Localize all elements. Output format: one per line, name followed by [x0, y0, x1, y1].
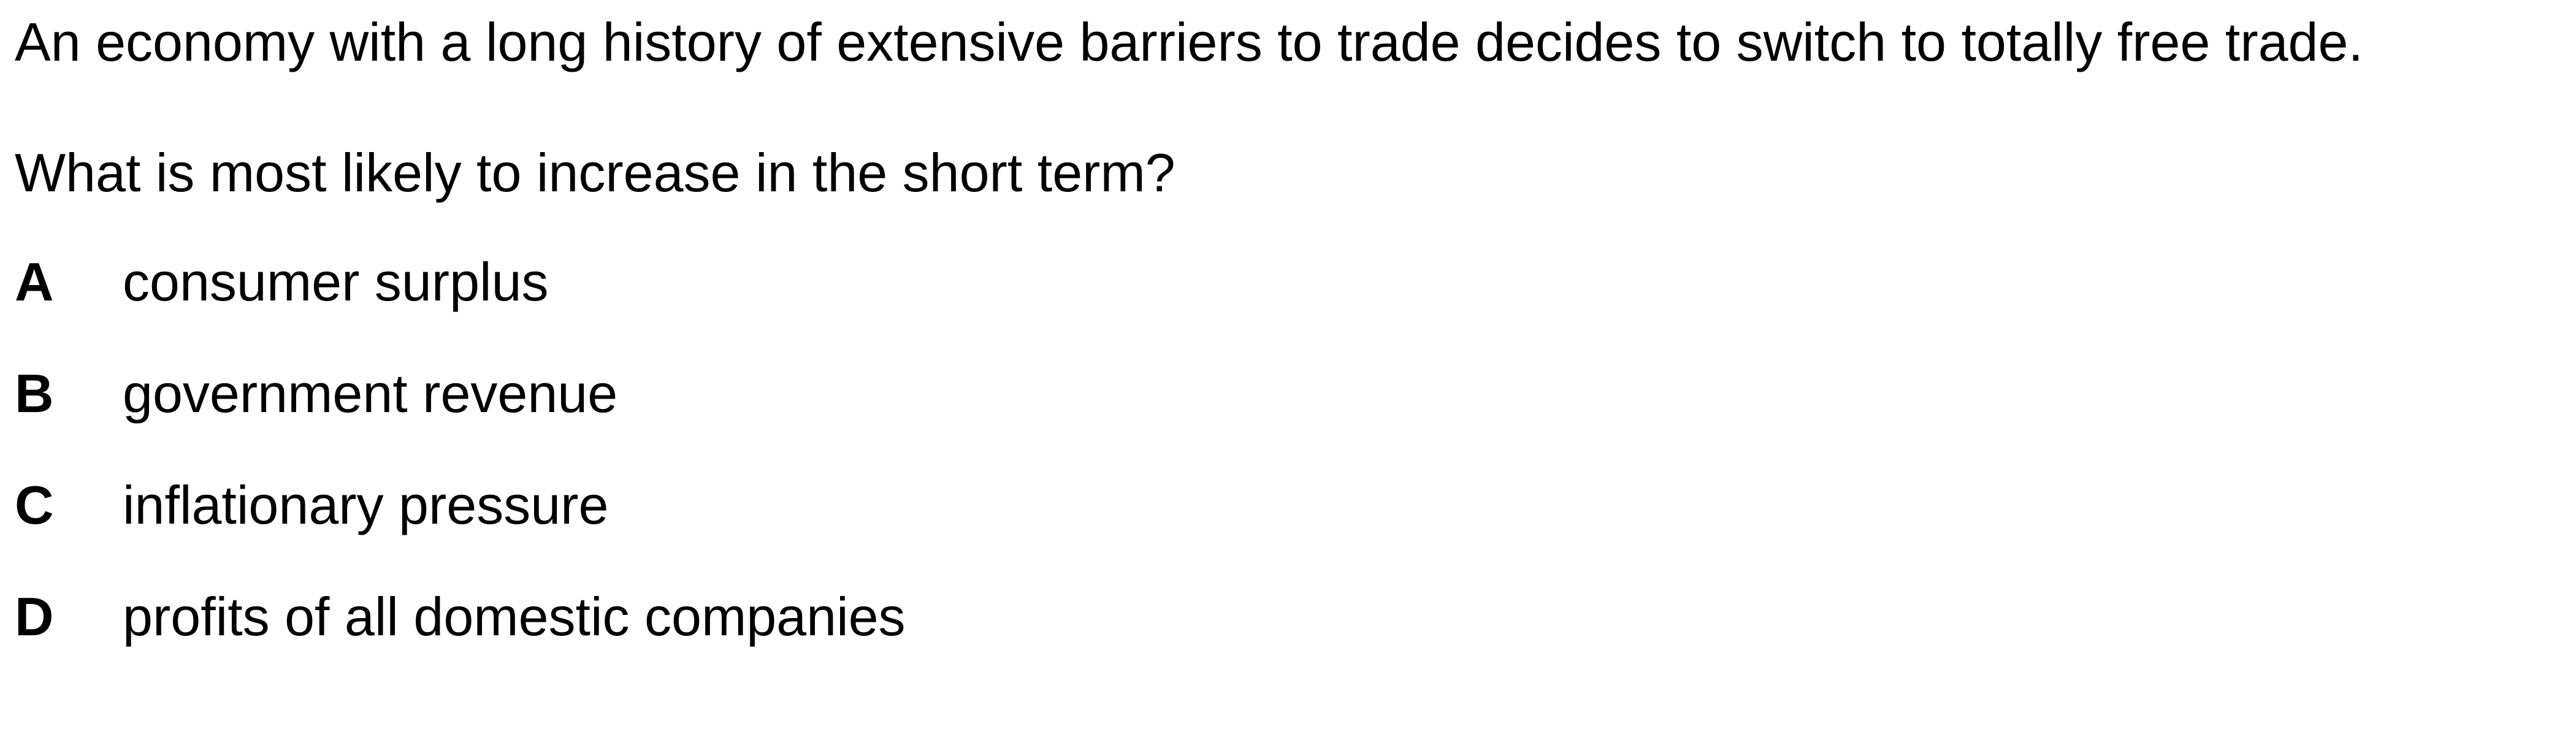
question-stem: An economy with a long history of extensive barriers to trade decides to switch to totally free trade. [15, 12, 2363, 72]
option-text: government revenue [123, 363, 618, 424]
option-c [15, 473, 2467, 584]
option-text: profits of all domestic companies [123, 586, 906, 647]
option-text: inflationary pressure [123, 475, 609, 535]
option-d [15, 584, 2467, 696]
question [15, 0, 2467, 696]
option-letter: A [15, 251, 54, 312]
option-letter: C [15, 475, 54, 535]
option-letter: D [15, 586, 54, 647]
option-b [15, 361, 2467, 473]
option-text: consumer surplus [123, 251, 549, 312]
question-prompt: What is most likely to increase in the short term? [15, 142, 1175, 203]
option-letter: B [15, 363, 54, 424]
answer-options [15, 250, 2467, 696]
option-a [15, 250, 2467, 361]
